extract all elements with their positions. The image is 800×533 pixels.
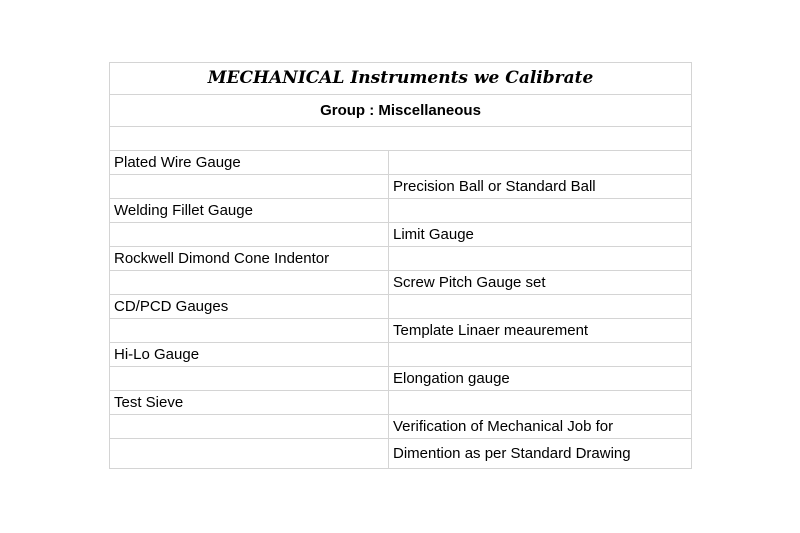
instruments-table: [109, 62, 692, 469]
right-cell: [389, 199, 692, 223]
table-row: [110, 295, 692, 319]
left-cell: [110, 271, 389, 295]
left-cell: Plated Wire Gauge: [110, 151, 389, 175]
left-cell: [110, 223, 389, 247]
table-row: [110, 151, 692, 175]
title-row: [110, 63, 692, 95]
right-cell: [389, 391, 692, 415]
page-title: MECHANICAL Instruments we Calibrate: [110, 63, 692, 95]
right-cell: Template Linaer meaurement: [389, 319, 692, 343]
table-row: [110, 343, 692, 367]
subtitle-row: [110, 95, 692, 127]
table-row: [110, 247, 692, 271]
left-cell: Test Sieve: [110, 391, 389, 415]
spreadsheet: [109, 62, 691, 469]
table-row: [110, 271, 692, 295]
left-cell: [110, 319, 389, 343]
right-cell: Verification of Mechanical Job for: [389, 415, 692, 439]
left-cell: Welding Fillet Gauge: [110, 199, 389, 223]
left-cell: CD/PCD Gauges: [110, 295, 389, 319]
blank-row: [110, 127, 692, 151]
left-cell: Hi-Lo Gauge: [110, 343, 389, 367]
blank-cell: [110, 127, 692, 151]
table-row: [110, 439, 692, 469]
right-cell: Precision Ball or Standard Ball: [389, 175, 692, 199]
table-row: [110, 223, 692, 247]
left-cell: [110, 415, 389, 439]
table-row: [110, 415, 692, 439]
right-cell: Screw Pitch Gauge set: [389, 271, 692, 295]
left-cell: [110, 439, 389, 469]
right-cell: [389, 295, 692, 319]
right-cell: [389, 247, 692, 271]
right-cell: Elongation gauge: [389, 367, 692, 391]
group-subtitle: Group : Miscellaneous: [110, 95, 692, 127]
table-row: [110, 199, 692, 223]
left-cell: Rockwell Dimond Cone Indentor: [110, 247, 389, 271]
left-cell: [110, 367, 389, 391]
table-row: [110, 367, 692, 391]
right-cell: [389, 151, 692, 175]
right-cell: Dimention as per Standard Drawing: [389, 439, 692, 469]
left-cell: [110, 175, 389, 199]
right-cell: Limit Gauge: [389, 223, 692, 247]
table-row: [110, 175, 692, 199]
table-row: [110, 391, 692, 415]
table-row: [110, 319, 692, 343]
right-cell: [389, 343, 692, 367]
